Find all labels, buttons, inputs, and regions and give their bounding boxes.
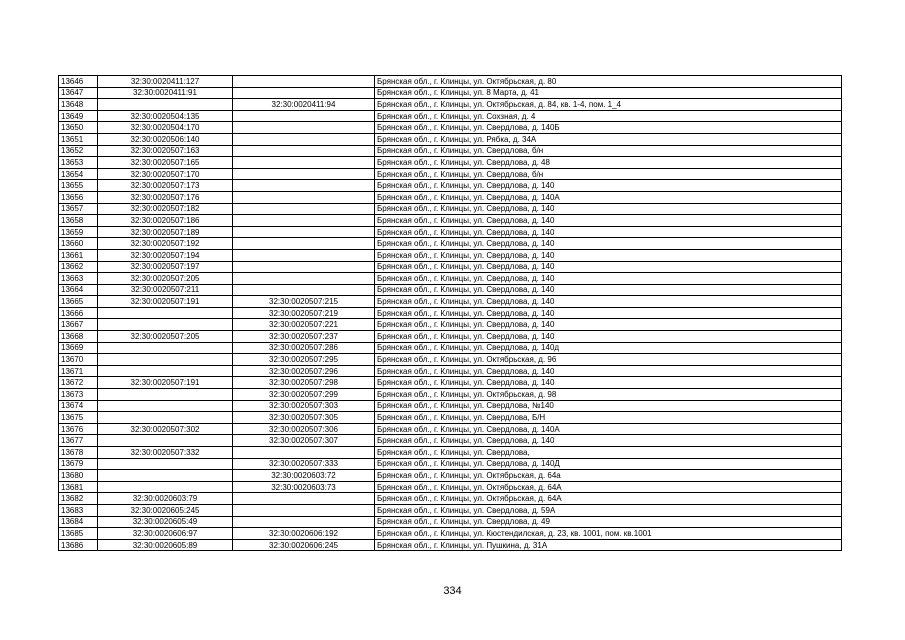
table-row (59, 273, 842, 285)
row-number-cell: 13654 (59, 168, 98, 180)
row-number-cell: 13666 (59, 307, 98, 319)
cadastral-number-cell (98, 412, 233, 424)
related-cadastral-number-cell (233, 516, 375, 528)
row-number-cell: 13664 (59, 284, 98, 296)
table-row (59, 493, 842, 505)
related-cadastral-number-cell (233, 447, 375, 459)
related-cadastral-number-cell (233, 191, 375, 203)
cadastral-number-cell: 32:30:0020507:302 (98, 423, 233, 435)
address-cell: Брянская обл., г. Клинцы, ул. Свердлова, д. 140 (375, 226, 842, 238)
table-row (59, 122, 842, 134)
table-row (59, 284, 842, 296)
table-row (59, 168, 842, 180)
table-row (59, 354, 842, 366)
table-row (59, 319, 842, 331)
table-row (59, 226, 842, 238)
row-number-cell: 13670 (59, 354, 98, 366)
address-cell: Брянская обл., г. Клинцы, ул. Свердлова, д. 140Б (375, 122, 842, 134)
related-cadastral-number-cell (233, 145, 375, 157)
table-row (59, 528, 842, 540)
cadastral-number-cell: 32:30:0020507:176 (98, 191, 233, 203)
cadastral-number-cell: 32:30:0020504:135 (98, 110, 233, 122)
row-number-cell: 13662 (59, 261, 98, 273)
address-cell: Брянская обл., г. Клинцы, ул. Свердлова, д. 140Д (375, 458, 842, 470)
cadastral-number-cell: 32:30:0020507:170 (98, 168, 233, 180)
row-number-cell: 13665 (59, 296, 98, 308)
table-row (59, 377, 842, 389)
address-cell: Брянская обл., г. Клинцы, ул. Свердлова, д. 140 (375, 249, 842, 261)
related-cadastral-number-cell (233, 87, 375, 99)
cadastral-number-cell: 32:30:0020605:245 (98, 504, 233, 516)
cadastral-number-cell: 32:30:0020507:211 (98, 284, 233, 296)
cadastral-number-cell (98, 481, 233, 493)
table-row (59, 76, 842, 88)
cadastral-number-cell (98, 389, 233, 401)
row-number-cell: 13649 (59, 110, 98, 122)
related-cadastral-number-cell (233, 76, 375, 88)
related-cadastral-number-cell: 32:30:0020507:221 (233, 319, 375, 331)
row-number-cell: 13660 (59, 238, 98, 250)
related-cadastral-number-cell (233, 493, 375, 505)
row-number-cell: 13651 (59, 133, 98, 145)
related-cadastral-number-cell (233, 249, 375, 261)
address-cell: Брянская обл., г. Клинцы, ул. Свердлова, д. 140 (375, 215, 842, 227)
address-cell: Брянская обл., г. Клинцы, ул. Свердлова, д. 140 (375, 296, 842, 308)
address-cell: Брянская обл., г. Клинцы, ул. Свердлова, д. 140 (375, 365, 842, 377)
cadastral-number-cell: 32:30:0020507:163 (98, 145, 233, 157)
address-cell: Брянская обл., г. Клинцы, ул. Свердлова, д. 140 (375, 261, 842, 273)
address-cell: Брянская обл., г. Клинцы, ул. Свердлова, д. 140А (375, 191, 842, 203)
related-cadastral-number-cell: 32:30:0020606:245 (233, 539, 375, 551)
address-cell: Брянская обл., г. Клинцы, ул. Свердлова, д. 140 (375, 435, 842, 447)
address-cell: Брянская обл., г. Клинцы, ул. Свердлова, д. 140 (375, 307, 842, 319)
address-cell: Брянская обл., г. Клинцы, ул. Свердлова, №140 (375, 400, 842, 412)
row-number-cell: 13671 (59, 365, 98, 377)
table-row (59, 447, 842, 459)
address-cell: Брянская обл., г. Клинцы, ул. Свердлова, д. 140 (375, 284, 842, 296)
address-cell: Брянская обл., г. Клинцы, ул. Свердлова, д. 49 (375, 516, 842, 528)
cadastral-number-cell: 32:30:0020411:127 (98, 76, 233, 88)
row-number-cell: 13646 (59, 76, 98, 88)
row-number-cell: 13684 (59, 516, 98, 528)
related-cadastral-number-cell (233, 273, 375, 285)
cadastral-number-cell: 32:30:0020411:91 (98, 87, 233, 99)
cadastral-number-cell: 32:30:0020507:191 (98, 296, 233, 308)
page-number: 334 (443, 585, 462, 597)
address-cell: Брянская обл., г. Клинцы, ул. Рябка, д. 34А (375, 133, 842, 145)
row-number-cell: 13672 (59, 377, 98, 389)
related-cadastral-number-cell: 32:30:0020411:94 (233, 99, 375, 111)
related-cadastral-number-cell: 32:30:0020507:219 (233, 307, 375, 319)
related-cadastral-number-cell: 32:30:0020603:72 (233, 470, 375, 482)
row-number-cell: 13659 (59, 226, 98, 238)
related-cadastral-number-cell (233, 180, 375, 192)
related-cadastral-number-cell: 32:30:0020507:307 (233, 435, 375, 447)
table-row (59, 435, 842, 447)
table-row (59, 157, 842, 169)
cadastral-number-cell (98, 342, 233, 354)
table-row (59, 191, 842, 203)
row-number-cell: 13663 (59, 273, 98, 285)
row-number-cell: 13655 (59, 180, 98, 192)
cadastral-number-cell: 32:30:0020507:186 (98, 215, 233, 227)
related-cadastral-number-cell (233, 504, 375, 516)
table-row (59, 133, 842, 145)
related-cadastral-number-cell (233, 168, 375, 180)
table-row (59, 296, 842, 308)
address-cell: Брянская обл., г. Клинцы, ул. Пушкина, д. 31А (375, 539, 842, 551)
row-number-cell: 13680 (59, 470, 98, 482)
related-cadastral-number-cell (233, 226, 375, 238)
related-cadastral-number-cell (233, 284, 375, 296)
related-cadastral-number-cell: 32:30:0020603:73 (233, 481, 375, 493)
cadastral-number-cell: 32:30:0020507:205 (98, 331, 233, 343)
row-number-cell: 13648 (59, 99, 98, 111)
row-number-cell: 13683 (59, 504, 98, 516)
table-row (59, 470, 842, 482)
table-row (59, 215, 842, 227)
related-cadastral-number-cell: 32:30:0020606:192 (233, 528, 375, 540)
address-cell: Брянская обл., г. Клинцы, ул. Октябрьская, д. 98 (375, 389, 842, 401)
related-cadastral-number-cell: 32:30:0020507:286 (233, 342, 375, 354)
cadastral-number-cell: 32:30:0020504:170 (98, 122, 233, 134)
table-row (59, 203, 842, 215)
row-number-cell: 13678 (59, 447, 98, 459)
related-cadastral-number-cell: 32:30:0020507:303 (233, 400, 375, 412)
table-row (59, 400, 842, 412)
address-cell: Брянская обл., г. Клинцы, ул. Октябрьская, д. 64а (375, 470, 842, 482)
address-cell: Брянская обл., г. Клинцы, ул. Октябрьская, д. 84, кв. 1-4, пом. 1_4 (375, 99, 842, 111)
related-cadastral-number-cell: 32:30:0020507:299 (233, 389, 375, 401)
row-number-cell: 13673 (59, 389, 98, 401)
table-row (59, 458, 842, 470)
table-row (59, 331, 842, 343)
address-cell: Брянская обл., г. Клинцы, ул. Свердлова, д. 140А (375, 423, 842, 435)
table-row (59, 238, 842, 250)
table-row (59, 412, 842, 424)
related-cadastral-number-cell: 32:30:0020507:296 (233, 365, 375, 377)
address-cell: Брянская обл., г. Клинцы, ул. Свердлова, б/н (375, 168, 842, 180)
table-row (59, 504, 842, 516)
related-cadastral-number-cell: 32:30:0020507:215 (233, 296, 375, 308)
table-row (59, 87, 842, 99)
address-cell: Брянская обл., г. Клинцы, ул. Свердлова, д. 140 (375, 331, 842, 343)
row-number-cell: 13685 (59, 528, 98, 540)
related-cadastral-number-cell (233, 238, 375, 250)
table-row (59, 539, 842, 551)
address-cell: Брянская обл., г. Клинцы, ул. Свердлова, (375, 447, 842, 459)
related-cadastral-number-cell (233, 110, 375, 122)
row-number-cell: 13669 (59, 342, 98, 354)
related-cadastral-number-cell (233, 215, 375, 227)
row-number-cell: 13679 (59, 458, 98, 470)
cadastral-number-cell (98, 435, 233, 447)
row-number-cell: 13681 (59, 481, 98, 493)
cadastral-number-cell: 32:30:0020605:89 (98, 539, 233, 551)
related-cadastral-number-cell: 32:30:0020507:305 (233, 412, 375, 424)
address-cell: Брянская обл., г. Клинцы, ул. Свердлова, д. 140 (375, 319, 842, 331)
cadastral-number-cell (98, 470, 233, 482)
related-cadastral-number-cell (233, 133, 375, 145)
table-row (59, 365, 842, 377)
cadastral-number-cell: 32:30:0020507:165 (98, 157, 233, 169)
table-row (59, 342, 842, 354)
row-number-cell: 13658 (59, 215, 98, 227)
table-row (59, 516, 842, 528)
table-row (59, 145, 842, 157)
related-cadastral-number-cell (233, 203, 375, 215)
row-number-cell: 13667 (59, 319, 98, 331)
related-cadastral-number-cell (233, 261, 375, 273)
table-row (59, 307, 842, 319)
address-cell: Брянская обл., г. Клинцы, ул. Октябрьская, д. 96 (375, 354, 842, 366)
related-cadastral-number-cell: 32:30:0020507:306 (233, 423, 375, 435)
address-cell: Брянская обл., г. Клинцы, ул. Свердлова, д. 140 (375, 180, 842, 192)
address-cell: Брянская обл., г. Клинцы, ул. Кюстендилская, д. 23, кв. 1001, пом. кв.1001 (375, 528, 842, 540)
cadastral-number-cell (98, 99, 233, 111)
cadastral-number-cell: 32:30:0020603:79 (98, 493, 233, 505)
cadastral-number-cell: 32:30:0020507:194 (98, 249, 233, 261)
address-cell: Брянская обл., г. Клинцы, ул. Свердлова, Б/Н (375, 412, 842, 424)
row-number-cell: 13661 (59, 249, 98, 261)
related-cadastral-number-cell: 32:30:0020507:295 (233, 354, 375, 366)
row-number-cell: 13647 (59, 87, 98, 99)
cadastral-number-cell: 32:30:0020507:332 (98, 447, 233, 459)
address-cell: Брянская обл., г. Клинцы, ул. Октябрьская, д. 64А (375, 481, 842, 493)
table-row (59, 180, 842, 192)
related-cadastral-number-cell: 32:30:0020507:298 (233, 377, 375, 389)
address-cell: Брянская обл., г. Клинцы, ул. 8 Марта, д. 41 (375, 87, 842, 99)
cadastral-number-cell: 32:30:0020506:140 (98, 133, 233, 145)
cadastral-number-cell: 32:30:0020605:49 (98, 516, 233, 528)
cadastral-number-cell: 32:30:0020507:205 (98, 273, 233, 285)
table-row (59, 261, 842, 273)
cadastral-number-cell: 32:30:0020507:197 (98, 261, 233, 273)
related-cadastral-number-cell (233, 122, 375, 134)
cadastral-number-cell: 32:30:0020507:191 (98, 377, 233, 389)
row-number-cell: 13668 (59, 331, 98, 343)
address-cell: Брянская обл., г. Клинцы, ул. Свердлова, д. 140 (375, 203, 842, 215)
related-cadastral-number-cell: 32:30:0020507:237 (233, 331, 375, 343)
cadastral-number-cell (98, 307, 233, 319)
cadastral-number-cell: 32:30:0020507:192 (98, 238, 233, 250)
address-cell: Брянская обл., г. Клинцы, ул. Свердлова, д. 140 (375, 273, 842, 285)
address-cell: Брянская обл., г. Клинцы, ул. Свердлова, д. 48 (375, 157, 842, 169)
address-cell: Брянская обл., г. Клинцы, ул. Свердлова, д. 140 (375, 377, 842, 389)
cadastral-number-cell: 32:30:0020606:97 (98, 528, 233, 540)
row-number-cell: 13653 (59, 157, 98, 169)
cadastral-number-cell (98, 400, 233, 412)
cadastral-number-cell: 32:30:0020507:173 (98, 180, 233, 192)
table-row (59, 249, 842, 261)
row-number-cell: 13652 (59, 145, 98, 157)
related-cadastral-number-cell: 32:30:0020507:333 (233, 458, 375, 470)
related-cadastral-number-cell (233, 157, 375, 169)
cadastral-number-cell (98, 319, 233, 331)
table-row (59, 481, 842, 493)
cadastral-number-cell (98, 354, 233, 366)
cadastral-number-cell (98, 458, 233, 470)
address-cell: Брянская обл., г. Клинцы, ул. Сохзная, д. 4 (375, 110, 842, 122)
address-cell: Брянская обл., г. Клинцы, ул. Свердлова, д. 59А (375, 504, 842, 516)
row-number-cell: 13674 (59, 400, 98, 412)
registry-table-body (59, 76, 842, 551)
address-cell: Брянская обл., г. Клинцы, ул. Свердлова, б/н (375, 145, 842, 157)
table-row (59, 423, 842, 435)
table-row (59, 110, 842, 122)
row-number-cell: 13675 (59, 412, 98, 424)
table-row (59, 389, 842, 401)
address-cell: Брянская обл., г. Клинцы, ул. Октябрьская, д. 64А (375, 493, 842, 505)
row-number-cell: 13656 (59, 191, 98, 203)
row-number-cell: 13650 (59, 122, 98, 134)
row-number-cell: 13686 (59, 539, 98, 551)
address-cell: Брянская обл., г. Клинцы, ул. Свердлова, д. 140 (375, 238, 842, 250)
cadastral-number-cell (98, 365, 233, 377)
row-number-cell: 13677 (59, 435, 98, 447)
address-cell: Брянская обл., г. Клинцы, ул. Свердлова, д. 140д (375, 342, 842, 354)
row-number-cell: 13657 (59, 203, 98, 215)
table-row (59, 99, 842, 111)
row-number-cell: 13676 (59, 423, 98, 435)
row-number-cell: 13682 (59, 493, 98, 505)
cadastral-number-cell: 32:30:0020507:189 (98, 226, 233, 238)
cadastral-number-cell: 32:30:0020507:182 (98, 203, 233, 215)
address-cell: Брянская обл., г. Клинцы, ул. Октябрьская, д. 80 (375, 76, 842, 88)
registry-table (58, 75, 842, 551)
